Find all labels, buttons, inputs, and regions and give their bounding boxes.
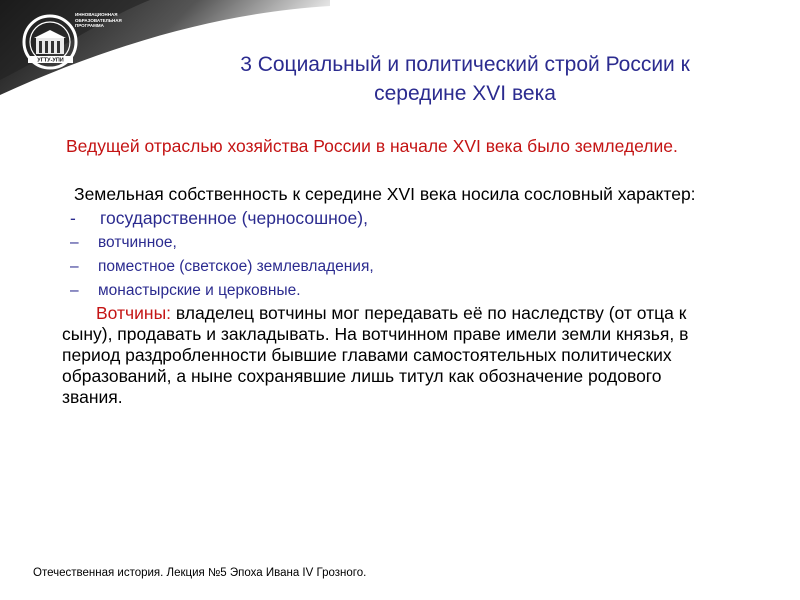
- list-item-text: государственное (черносошное),: [100, 208, 368, 228]
- list-item: [62, 232, 702, 253]
- ownership-paragraph: Земельная собственность к середине XVI века носила сословный характер:: [74, 184, 696, 204]
- votchina-term: Вотчины:: [96, 303, 172, 323]
- list-marker: -: [70, 208, 76, 228]
- slide-title: [140, 50, 790, 108]
- list-marker: –: [70, 282, 79, 299]
- list-item: [62, 208, 702, 229]
- votchina-paragraph: [62, 303, 702, 408]
- title-line-1: 3 Социальный и политический строй России к: [240, 53, 690, 76]
- slide-footer: Отечественная история. Лекция №5 Эпоха Ивана IV Грозного.: [33, 567, 367, 579]
- logo-caption: ИННОВАЦИОННАЯ ОБРАЗОВАТЕЛЬНАЯ ПРОГРАММА: [75, 12, 122, 28]
- list-item-text: вотчинное,: [98, 234, 177, 251]
- votchina-definition: владелец вотчины мог передавать её по наследству (от отца к сыну), продавать и закладывать. На вотчинном праве имели земли князья, в период раздробленности бывшие главами самостоятельных политических образований, а ныне сохранявшие лишь титул как обозначение родового звания.: [62, 303, 689, 407]
- svg-text:УГТУ-УПИ: УГТУ-УПИ: [37, 57, 64, 64]
- list-item-text: поместное (светское) землевладения,: [98, 258, 374, 275]
- list-item: [62, 280, 702, 301]
- intro-paragraph: Ведущей отраслью хозяйства России в начале XVI века было земледелие.: [66, 136, 678, 156]
- university-logo: [20, 2, 122, 80]
- list-marker: –: [70, 234, 79, 251]
- list-item-text: монастырские и церковные.: [98, 282, 301, 299]
- list-marker: –: [70, 258, 79, 275]
- title-line-2: середине XVI века: [374, 82, 556, 105]
- slide-body: [62, 136, 702, 408]
- list-item: [62, 256, 702, 277]
